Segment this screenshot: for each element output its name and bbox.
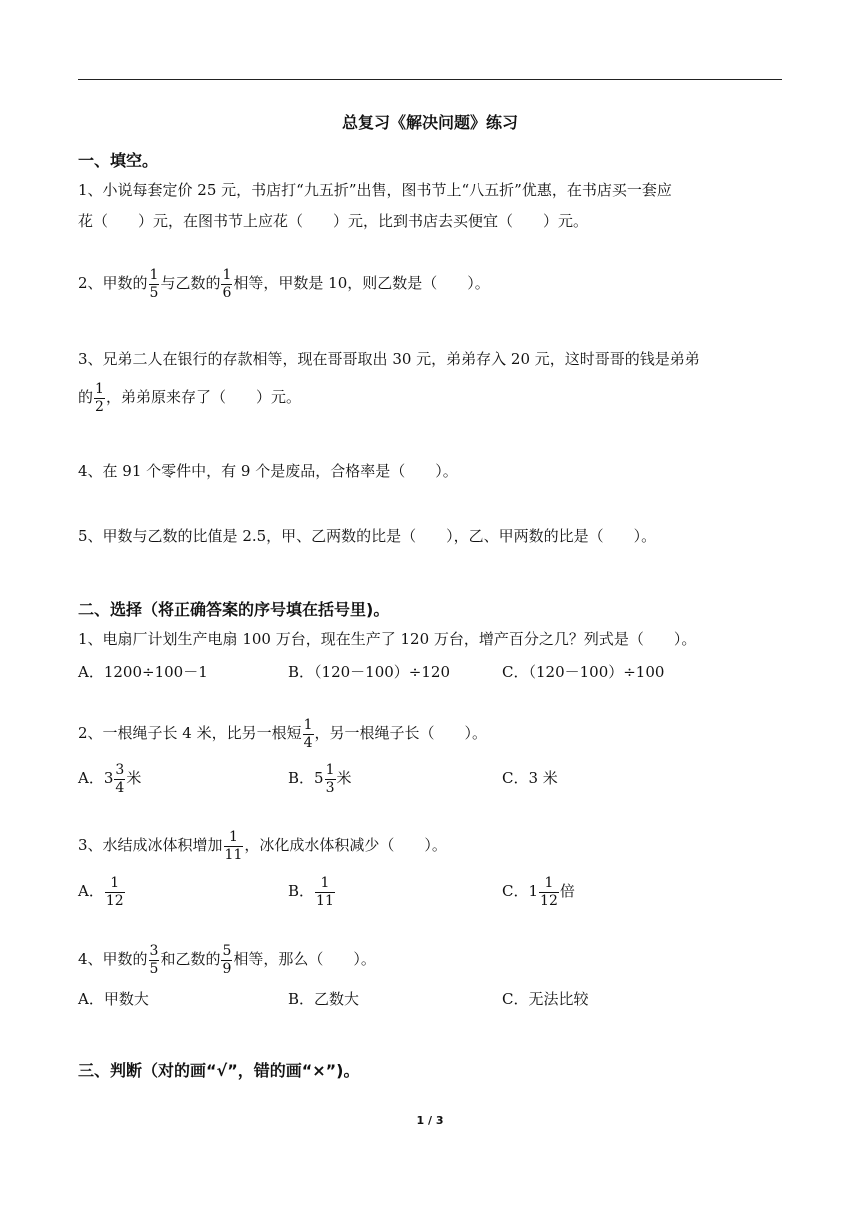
fraction xyxy=(221,944,232,976)
section1-heading: 一、填空。 xyxy=(78,151,159,170)
s1-q2-text-b: 与乙数的 xyxy=(160,274,221,293)
denominator: 12 xyxy=(105,892,124,909)
s2-q3-option-b xyxy=(288,876,336,908)
s2-q4 xyxy=(78,944,376,976)
fraction xyxy=(149,944,160,976)
fraction xyxy=(224,830,244,862)
numerator: 1 xyxy=(544,875,554,891)
s2-q4-text-a: 4、甲数的 xyxy=(78,950,148,969)
numerator: 1 xyxy=(320,875,330,891)
option-prefix: B． xyxy=(288,882,315,901)
page-number: 1 / 3 xyxy=(416,1114,444,1127)
s2-q4-option-a: A．甲数大 xyxy=(78,990,149,1008)
option-suffix: 倍 xyxy=(559,882,575,901)
option-suffix: 米 xyxy=(126,769,142,788)
s2-q4-option-c: C．无法比较 xyxy=(502,990,589,1008)
s1-q3-line1: 3、兄弟二人在银行的存款相等，现在哥哥取出 30 元，弟弟存入 20 元，这时哥哥的钱是弟弟 xyxy=(78,350,700,368)
s1-q2-text-c: 相等，甲数是 10，则乙数是（ ）。 xyxy=(233,274,490,293)
fraction xyxy=(325,763,336,795)
numerator: 3 xyxy=(115,762,125,778)
numerator: 1 xyxy=(229,829,238,845)
s1-q2-text-a: 2、甲数的 xyxy=(78,274,148,293)
s2-q2-option-a xyxy=(78,763,141,795)
s2-q2-option-c: C．3 米 xyxy=(502,769,558,787)
s1-q2 xyxy=(78,268,490,300)
denominator: 11 xyxy=(224,846,243,863)
header-rule xyxy=(78,79,782,80)
denominator: 9 xyxy=(222,960,232,977)
s2-q3-option-c xyxy=(502,876,575,908)
numerator: 5 xyxy=(222,943,232,959)
option-prefix: C．1 xyxy=(502,882,539,901)
s1-q1-line2: 花（ ）元，在图书节上应花（ ）元，比到书店去买便宜（ ）元。 xyxy=(78,212,589,230)
section3-heading: 三、判断（对的画“√”，错的画“×”)。 xyxy=(78,1061,360,1080)
option-suffix: 米 xyxy=(336,769,352,788)
s2-q4-text-c: 相等，那么（ ）。 xyxy=(233,950,376,969)
fraction xyxy=(149,268,160,300)
s2-q1: 1、电扇厂计划生产电扇 100 万台，现在生产了 120 万台，增产百分之几？列式是（ ）。 xyxy=(78,630,697,648)
numerator: 1 xyxy=(110,875,120,891)
fraction xyxy=(105,876,125,908)
s1-q3-line2 xyxy=(78,382,301,414)
s2-q4-text-b: 和乙数的 xyxy=(160,950,221,969)
s2-q4-option-b: B．乙数大 xyxy=(288,990,360,1008)
numerator: 1 xyxy=(303,717,313,733)
denominator: 4 xyxy=(115,779,125,796)
s1-q3-text-b: ，弟弟原来存了（ ）元。 xyxy=(105,388,301,407)
s1-q1-line1: 1、小说每套定价 25 元，书店打“九五折”出售，图书节上“八五折”优惠，在书店买一套应 xyxy=(78,181,672,199)
s2-q2-text-a: 2、一根绳子长 4 米，比另一根短 xyxy=(78,724,302,743)
numerator: 1 xyxy=(95,381,104,397)
s2-q2 xyxy=(78,718,487,750)
fraction xyxy=(315,876,335,908)
s2-q1-option-c: C．（120－100）÷100 xyxy=(502,663,665,681)
denominator: 6 xyxy=(222,284,232,301)
denominator: 3 xyxy=(325,779,335,796)
section2-heading: 二、选择（将正确答案的序号填在括号里)。 xyxy=(78,600,390,619)
option-prefix: A． xyxy=(78,882,104,901)
numerator: 1 xyxy=(149,267,159,283)
denominator: 5 xyxy=(149,284,159,301)
denominator: 12 xyxy=(540,892,558,909)
numerator: 1 xyxy=(325,762,335,778)
denominator: 4 xyxy=(303,734,313,751)
s1-q4: 4、在 91 个零件中，有 9 个是废品，合格率是（ ）。 xyxy=(78,462,458,480)
s2-q2-option-b xyxy=(288,763,352,795)
s2-q1-option-b: B．（120－100）÷120 xyxy=(288,663,450,681)
numerator: 1 xyxy=(222,267,232,283)
denominator: 11 xyxy=(316,892,334,909)
s2-q1-option-a: A．1200÷100－1 xyxy=(78,663,208,681)
denominator: 2 xyxy=(95,398,104,415)
fraction xyxy=(303,718,314,750)
option-prefix: A．3 xyxy=(78,769,114,788)
fraction xyxy=(221,268,232,300)
fraction xyxy=(539,876,559,908)
fraction xyxy=(114,763,125,795)
page-title: 总复习《解决问题》练习 xyxy=(341,113,518,132)
option-prefix: B．5 xyxy=(288,769,324,788)
s2-q2-text-b: ，另一根绳子长（ ）。 xyxy=(314,724,488,743)
s1-q3-text-a: 的 xyxy=(78,388,94,407)
s1-q5: 5、甲数与乙数的比值是 2.5，甲、乙两数的比是（ ），乙、甲两数的比是（ ）。 xyxy=(78,527,657,545)
numerator: 3 xyxy=(149,943,159,959)
s2-q3 xyxy=(78,830,447,862)
fraction xyxy=(94,382,105,414)
s2-q3-text-a: 3、水结成冰体积增加 xyxy=(78,836,223,855)
s2-q3-option-a xyxy=(78,876,126,908)
s2-q3-text-b: ，冰化成水体积减少（ ）。 xyxy=(244,836,447,855)
denominator: 5 xyxy=(149,960,159,977)
